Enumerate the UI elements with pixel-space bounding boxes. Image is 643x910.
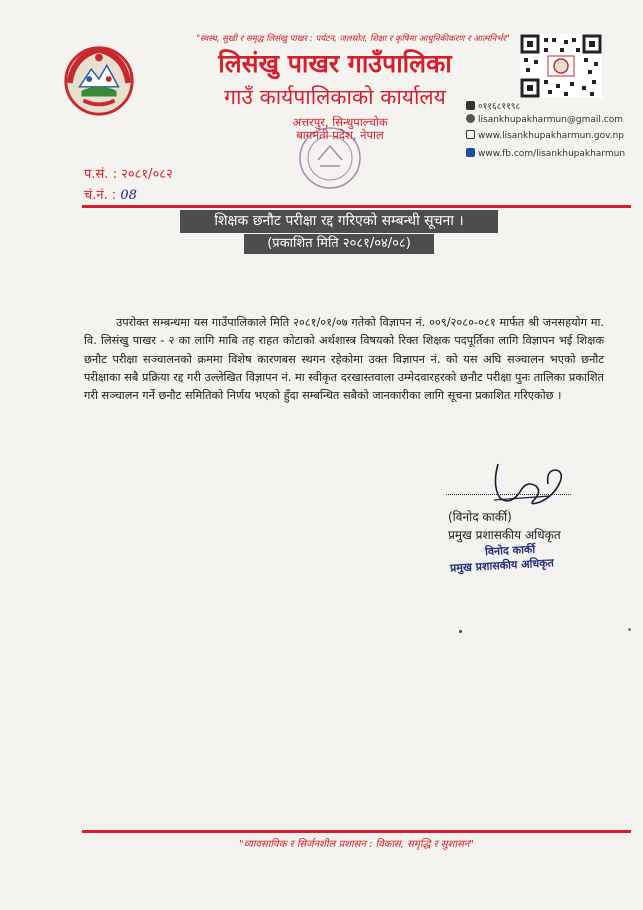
office-stamp: [270, 110, 390, 200]
stamp-designation: प्रमुख प्रशासकीय अधिकृत: [449, 556, 555, 575]
patra-sankhya: [84, 164, 173, 182]
patra-value: २०८१/०८२: [121, 167, 173, 182]
header-slogan: "स्वस्थ, सुखी र समृद्ध लिसंखु पाखर : पर्यटन, जलस्रोत, शिक्षा र कृषिमा आधुनिकीकरण र आत्मनिर्भर": [196, 34, 510, 44]
email-icon: [466, 114, 475, 123]
signature-line: [446, 494, 571, 495]
email-text: lisankhupakharmun@gmail.com: [478, 115, 623, 125]
chalani-label: चं.नं. :: [84, 188, 117, 203]
facebook-icon: [466, 148, 475, 157]
contact-website: [466, 130, 624, 141]
patra-label: प.सं. :: [84, 167, 117, 182]
phone-text: ०११६८११९८: [478, 102, 521, 112]
signature-icon: [480, 456, 570, 516]
notice-body: [84, 314, 604, 405]
ink-dot: [628, 628, 631, 631]
chalani-value: 08: [120, 188, 137, 203]
notice-heading: शिक्षक छनौट परीक्षा रद्द गरिएको सम्बन्धी सूचना ।: [180, 210, 498, 233]
ink-dot: [459, 630, 462, 633]
globe-icon: [466, 130, 475, 139]
facebook-text: www.fb.com/lisankhupakharmun: [478, 149, 626, 159]
org-name: लिसंखु पाखर गाउँपालिका: [218, 49, 452, 78]
footer-divider: [82, 830, 631, 833]
contact-email: [466, 114, 623, 125]
contact-facebook: [466, 148, 625, 159]
address-line-1: अत्तरपुर, सिन्धुपाल्चोक: [292, 115, 388, 129]
office-name: गाउँ कार्यपालिकाको कार्यालय: [224, 85, 446, 109]
signatory-designation: प्रमुख प्रशासकीय अधिकृत: [448, 528, 561, 542]
published-date: (प्रकाशित मिति २०८१/०४/०८): [244, 234, 434, 254]
qr-code-icon: [520, 34, 602, 98]
header-divider: [82, 205, 631, 208]
nepal-emblem-icon: [60, 40, 138, 118]
footer-motto: "व्यावसायिक र सिर्जनशील प्रशासन : विकास, समृद्धि र सुशासन": [239, 839, 474, 850]
address-line-2: बागमती प्रदेश, नेपाल: [296, 128, 384, 142]
stamp-name: विनोद कार्की: [484, 542, 536, 559]
notice-body-text: उपरोक्त सम्बन्धमा यस गाउँपालिकाले मिति २०८१/०१/०७ गतेको विज्ञापन नं. ००९/२०८०-०८१ मार्फत श्री जनसहयोग मा. वि. लिसंखु पाखर - २ का लागि माबि तह राहत कोटाको अर्थशास्त्र विषयको रिक्त शिक्षक पदपूर्तिका लागि विज्ञापन भई शिक्षक छनौट परीक्षा सञ्चालनको क्रममा विशेष कारणबस स्थगन रहेकोमा उक्त विज्ञापन नं. को यस अघि सञ्चालन भएको छनौट परीक्षाका सबै प्रक्रिया रद्द गरी उल्लेखित विज्ञापन नं. मा स्वीकृत दरखास्तवाला उम्मेदवारहरको छनौट परीक्षा पुनः तालिका प्रकाशित गरी सञ्चालन गर्ने छनौट समितिको निर्णय भएको हुँदा सम्बन्धित सबैको जानकारीका लागि सूचना प्रकाशित गरिएकोछ ।: [84, 316, 604, 403]
contact-phone: [466, 99, 520, 112]
chalani-number: [84, 185, 137, 203]
website-text: www.lisankhupakharmun.gov.np: [478, 131, 625, 141]
phone-icon: [466, 101, 475, 110]
signatory-name: (विनोद कार्की): [448, 510, 512, 524]
